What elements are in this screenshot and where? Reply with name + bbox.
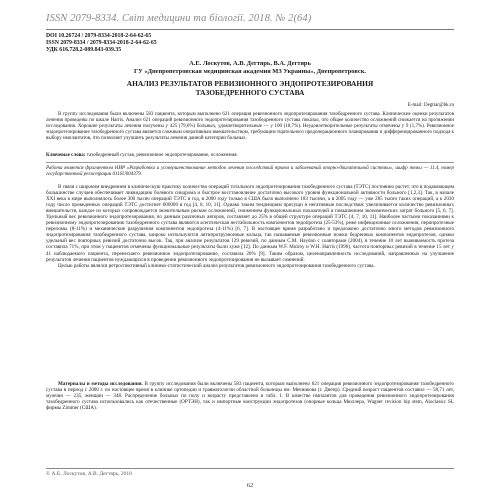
- materials-text: В группу исследования были включены 583 пациента, которым выполнено 621 операция ревизионного эндопротезирования тазобедренного сустава в период с 2000 г. по настоящее время в клинике ортопедии и травматологии областной больницы им. Мечникова (г. Днепр). Средний возраст пациентов составил — 58,71 лет, мужчин — 235, женщин — 348. Распределение больных по полу и возрасту представлено в табл. 1. В качестве имплантов для проведения ревизионного эндопротезирования тазобедренного сустава использовались как отечественные (ОРТЭН), так и импортные конструкции эндопротезов (опорные кольца Мюллера, Wagner revision hip stem, Aloclassic SL фирмы Zimmer (США).: [46, 381, 454, 412]
- footer-rule: [46, 468, 454, 469]
- doi-line: DOI 10.26724 / 2079-8334-2018-2-64-62-65: [46, 33, 152, 39]
- materials-paragraph: [46, 381, 454, 411]
- materials-section: [46, 381, 454, 411]
- materials-label: Материалы и методы исследования.: [58, 381, 143, 387]
- abstract: [46, 112, 454, 142]
- page-number: 62: [246, 482, 254, 489]
- introduction-section: [46, 184, 454, 269]
- issn-line: ISSN 2079-8334 / 2079-8334-2018-2-64-62-65: [46, 40, 157, 47]
- abstract-text: В группу исследования были включены 583 пациента, которым выполнено 621 операция ревизионного эндопротезирования тазобедренного сустава. Клинические оценки результатов лечения проведены по шкале Harris. Анализ 621 операций ревизионного эндопротезирования тазобедренного сустава показал, что общее количество осложнений снижается на протяжении исследования. Хорошие результаты лечения получены у 425 (79,6%) больных, удовлетворительные — у 100 (18,7%). Неудовлетворительные результаты отмечены у 9 (1,7%). Ревизионное эндопротезирование тазобедренного сустава является сложным оперативным вмешательством, требующим тщательного предоперационного планирования и дифференцированного подхода к выбору имплантатов, что позволяет улучшить результаты лечения данной категории больных.: [46, 112, 454, 141]
- funding-note: Работа является фрагментом НИР «Разработка и усовершенствование методов лечения последствий травм и заболеваний опорно-двигательной системы», шифр темы — 11.4, номер государственной регистрации 0116U004379.: [46, 166, 454, 177]
- udc-line: УДК 616.728.2-089.843-039.35: [46, 47, 122, 54]
- section-divider: [46, 162, 454, 163]
- authors-block: [46, 60, 454, 76]
- title-line-1: АНАЛИЗ РЕЗУЛЬТАТОВ РЕВИЗИОННОГО ЭНДОПРОТЕЗИРОВАНИЯ: [126, 79, 374, 88]
- affiliation: ГУ «Днепропетровская медицинская академия МЗ Украины», Днепропетровск.: [134, 68, 366, 75]
- journal-header: ISSN 2079-8334. Світ медицини та біології. 2018. № 2(64): [46, 13, 312, 24]
- goal-paragraph: Целью работы являлся ретроспективный клинико-статистический анализ результатов ревизионного эндопротезирования тазобедренного сустава.: [58, 262, 375, 269]
- author-names: А.Е. Лоскутов, А.В. Дегтярь, В.А. Дегтярь: [189, 60, 311, 67]
- title-line-2: ТАЗОБЕДРЕННОГО СУСТАВА: [195, 88, 305, 97]
- introduction-paragraph: В связи с широким внедрением в клиническую практику количество операций тотального эндопротезирования тазобедренного сустава (ТЭТС) постоянно растет, что в подавляющем большинстве случаев обеспечивает ликвидацию болевого синдрома и быстрое восстановление достаточно высокого уровня функциональной активности больного [1,2,3]. Так, в начале XXI века в мире выполнялось более 300 тысяч операций ТЭТС в год, в 2000 году только в США было выполнено 183 тысячи, а в 2005 году — уже 285 тысяч таких операций, а к 2030 году число проведенных операций ТЭТС достигнет 600000 в год [4, 8, 10, 11]. Однако таким тенденциям присущи и негативные последствия: увеличивается количество ревизионных вмешательств, каждое из которых сопровождается значительным риском осложнений, снижением функциональных показателей и повышением экономических затрат больного [5, 6, 7]. Удельный вес ревизионного эндопротезирования, по данным различных авторов, составляет до 25% в общей структуре операций ТЭТС [4, 7, 10, 11]. Наиболее частыми показаниями к ревизионному эндопротезированию тазобедренного сустава являются асептическая нестабильность компонентов эндопротеза (25-53%), реже инфекционные осложнения, перипротезные переломы (8-11%) и механические разрушения компонентов эндопротеза (4-11%) [6, 7]. В настоящее время разработано и предложено достаточно много методов ревизионного эндопротезирования тазобедренного сустава, широко используются антипротрузионные кольца, так называемые ревизионные ножки бедренных компонентов эндопротезов, однако удельный вес повторных ревизий достаточно высок. Так, при анализе результатов 129 ревизий, по данным С.М. Haydon с соавторами (2004), в течение 10 лет выживаемость протеза составила 71%, при этом у пациентов отмечены функциональные результаты были хуже [12]. По данным W.F. Mulroy и W.H. Harris (1996), частота повторных ревизий в течение 15 лет у 41 наблюдаемого пациента, перенесшего ревизионное эндопротезирование, составила 20% [9]. Таким образом, целенаправленность исследований, направленных на улучшение результатов лечения пациентов нуждающихся в проведении ревизионного эндопротезирования не вызывает сомнений.: [46, 184, 454, 263]
- author-email[interactable]: E-mail: Degtiar@bk.ru: [407, 103, 454, 108]
- header-rule: [46, 29, 454, 30]
- article-title: [46, 79, 454, 97]
- keywords-label: Ключевые слова:: [46, 153, 86, 158]
- keywords: [46, 153, 454, 159]
- copyright-note: © А.Е. Лоскутов, А.В. Дегтярь, 2018: [46, 471, 132, 477]
- keywords-text: тазобедренный сустав, ревизионное эндопротезирование, осложнения.: [86, 153, 238, 158]
- article-identifiers: [46, 33, 157, 55]
